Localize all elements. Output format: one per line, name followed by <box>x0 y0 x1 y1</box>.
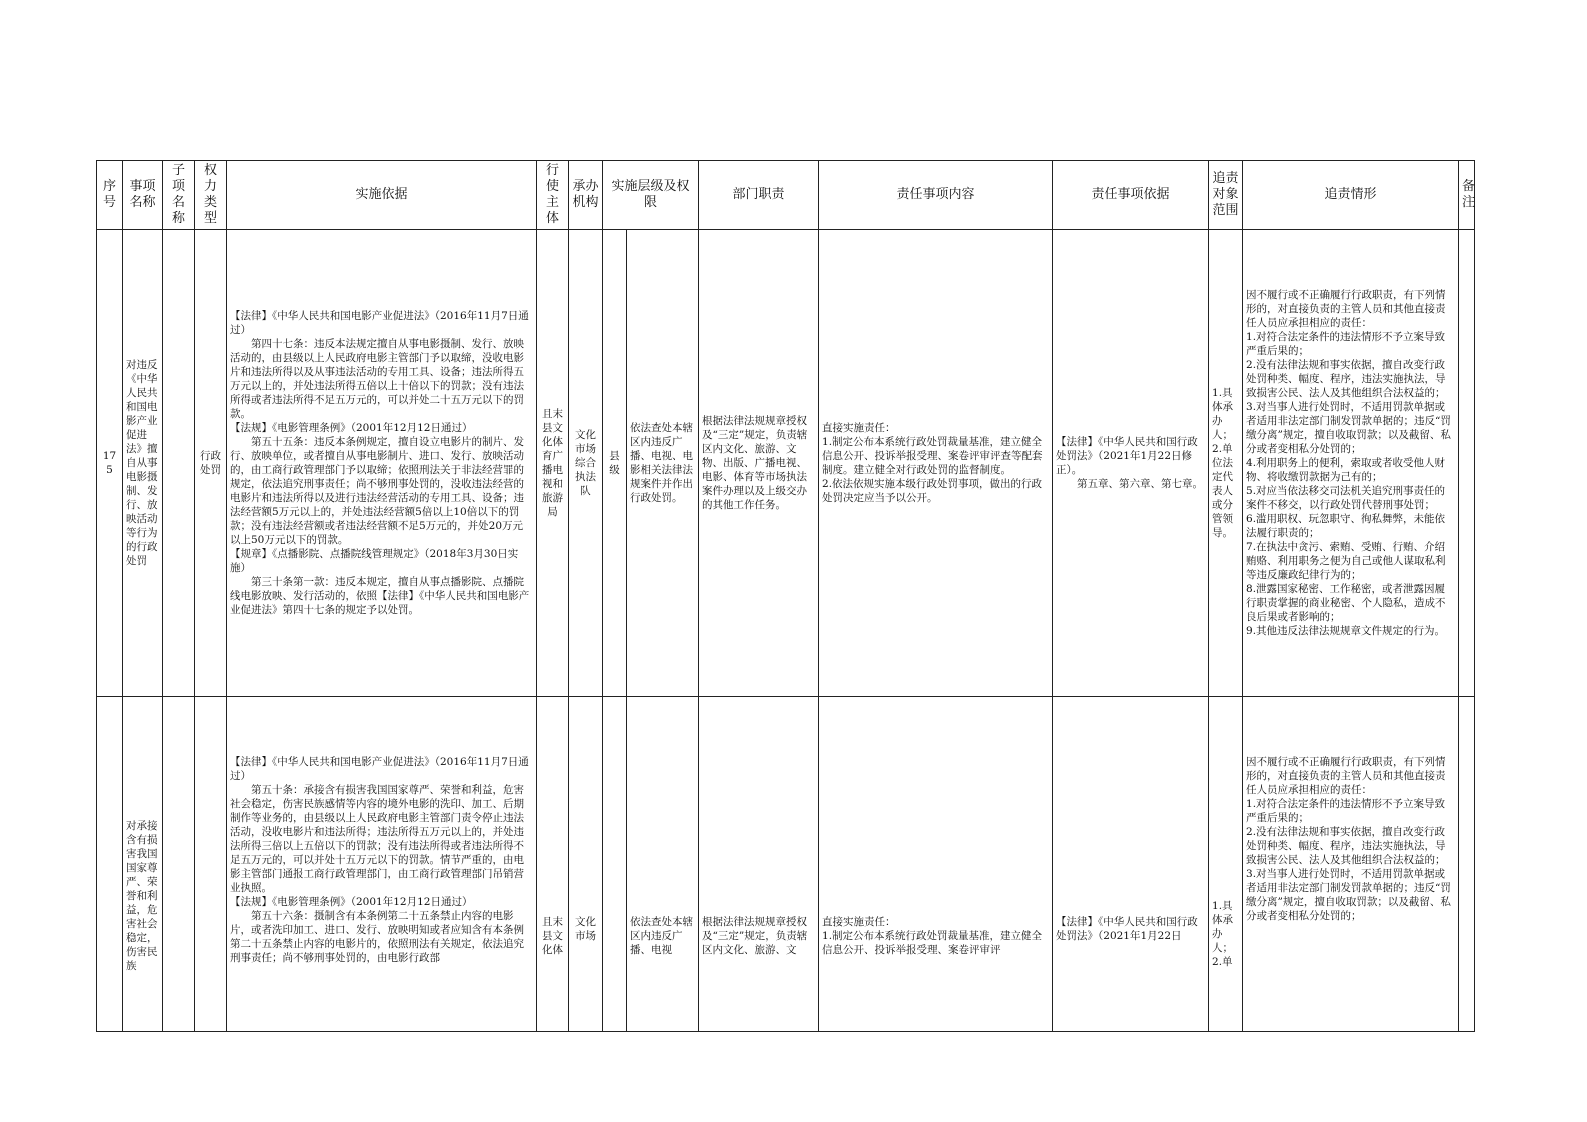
accountability-line: 1.对符合法定条件的违法情形不予立案导致严重后果的； <box>1246 331 1446 357</box>
cell-scope: 1.具体承办人；2.单位法定代表人或分管领导。 <box>1209 230 1243 697</box>
basis-line: 【规章】《点播影院、点播院线管理规定》（2018年3月30日实施） <box>230 548 519 574</box>
cell-basis <box>227 697 537 1032</box>
resp-line: 直接实施责任： <box>822 916 896 928</box>
basis-line: 【法规】《电影管理条例》（2001年12月12日通过） <box>230 896 473 908</box>
header-resp-basis: 责任事项依据 <box>1053 161 1209 230</box>
cell-org <box>569 697 603 1032</box>
cell-type: 行政处罚 <box>195 230 227 697</box>
header-resp: 责任事项内容 <box>819 161 1053 230</box>
cell-subject: 且末县文化体育广播电视和旅游局 <box>537 230 569 697</box>
accountability-line: 6.滥用职权、玩忽职守、徇私舞弊，未能依法履行职责的； <box>1246 513 1446 539</box>
table-row <box>97 230 1475 697</box>
accountability-line: 5.对应当依法移交司法机关追究刑事责任的案件不移交，以行政处罚代替刑事处罚； <box>1246 485 1446 511</box>
cell-resp <box>819 697 1053 1032</box>
resp-line: 直接实施责任： <box>822 422 896 434</box>
cell-org: 文化市场综合执法队 <box>569 230 603 697</box>
accountability-line: 因不履行或不正确履行行政职责，有下列情形的，对直接负责的主管人员和其他直接责任人员应承担相应的责任： <box>1246 756 1446 796</box>
cell-duty <box>699 697 819 1032</box>
cell-subject-text: 且末县文化体 <box>542 916 563 956</box>
cell-note <box>1459 230 1475 697</box>
accountability-line: 2.没有法律法规和事实依据，擅自改变行政处罚种类、幅度、程序，违法实施执法，导致损害公民、法人及其他组织合法权益的； <box>1246 359 1446 399</box>
accountability-line: 4.利用职务上的便利，索取或者收受他人财物、将收缴罚款据为己有的； <box>1246 457 1446 483</box>
basis-line: 【法律】《中华人民共和国电影产业促进法》（2016年11月7日通过） <box>230 756 529 782</box>
cell-accountability <box>1243 230 1459 697</box>
accountability-line: 2.没有法律法规和事实依据，擅自改变行政处罚种类、幅度、程序，违法实施执法，导致损害公民、法人及其他组织合法权益的； <box>1246 826 1446 866</box>
header-type: 权力类型 <box>195 161 227 230</box>
basis-line: 第五十条：承接含有损害我国国家尊严、荣誉和利益，危害社会稳定，伤害民族感情等内容的境外电影的洗印、加工、后期制作等业务的，由县级以上人民政府电影主管部门责令停止违法活动，没收电影片和违法所得；违法所得五万元以上的，并处违法所得三倍以上五倍以下的罚款；没有违法所得或者违法所得不足五万元的，可以并处十五万元以下的罚款。情节严重的，由电影主管部门通报工商行政管理部门，由工商行政管理部门吊销营业执照。 <box>230 784 524 894</box>
accountability-line: 1.对符合法定条件的违法情形不予立案导致严重后果的； <box>1246 798 1446 824</box>
basis-line: 【法规】《电影管理条例》（2001年12月12日通过） <box>230 422 473 434</box>
cell-name: 对违反《中华人民共和国电影产业促进法》擅自从事电影摄制、发行、放映活动等行为的行政处罚 <box>123 230 163 697</box>
basis-line: 【法律】《中华人民共和国电影产业促进法》（2016年11月7日通过） <box>230 310 529 336</box>
cell-basis <box>227 230 537 697</box>
accountability-line: 8.泄露国家秘密、工作秘密，或者泄露因履行职责掌握的商业秘密、个人隐私，造成不良后果或者影响的； <box>1246 583 1446 623</box>
cell-duty: 根据法律法规规章授权及“三定”规定，负责辖区内文化、旅游、文物、出版、广播电视、电影、体育等市场执法案件办理以及上级交办的其他工作任务。 <box>699 230 819 697</box>
header-name: 事项名称 <box>123 161 163 230</box>
header-sub: 子项名称 <box>163 161 195 230</box>
resp-basis-line: 第五章、第六章、第七章。 <box>1077 478 1204 490</box>
header-level: 实施层级及权限 <box>603 161 699 230</box>
resp-line: 1.制定公布本系统行政处罚裁量基准，建立健全信息公开、投诉举报受理、案卷评审评查等配套制度。建立健全对行政处罚的监督制度。 <box>822 436 1043 476</box>
cell-scope-text: 1.具体承办人；2.单 <box>1212 900 1234 968</box>
cell-name <box>123 697 163 1032</box>
cell-note <box>1459 697 1475 1032</box>
header-seq: 序号 <box>97 161 123 230</box>
cell-org-text: 文化市场 <box>575 916 596 942</box>
resp-line: 1.制定公布本系统行政处罚裁量基准，建立健全信息公开、投诉举报受理、案卷评审评 <box>822 930 1043 956</box>
cell-duty-text: 根据法律法规规章授权及“三定”规定，负责辖区内文化、旅游、文 <box>702 916 808 956</box>
table-row <box>97 697 1475 1032</box>
accountability-line: 7.在执法中贪污、索贿、受贿、行贿、介绍贿赂、利用职务之便为自己或他人谋取私利等违反廉政纪律行为的； <box>1246 541 1446 581</box>
accountability-line: 9.其他违反法律法规规章文件规定的行为。 <box>1246 625 1446 637</box>
basis-line: 第五十六条：摄制含有本条例第二十五条禁止内容的电影片，或者洗印加工、进口、发行、放映明知或者应知含有本条例第二十五条禁止内容的电影片的，依照刑法有关规定，依法追究刑事责任；尚不够刑事处罚的，由电影行政部 <box>230 910 524 964</box>
cell-subject <box>537 697 569 1032</box>
basis-line: 第三十条第一款：违反本规定，擅自从事点播影院、点播院线电影放映、发行活动的，依照【法律】《中华人民共和国电影产业促进法》第四十七条的规定予以处罚。 <box>230 576 530 616</box>
header-org: 承办机构 <box>569 161 603 230</box>
cell-resp-basis <box>1053 230 1209 697</box>
header-subject: 行使主体 <box>537 161 569 230</box>
cell-name-text: 对承接含有损害我国国家尊严、荣誉和利益，危害社会稳定，伤害民族 <box>126 820 158 972</box>
header-accountability: 追责情形 <box>1243 161 1459 230</box>
cell-scope <box>1209 697 1243 1032</box>
header-note: 备注 <box>1459 161 1475 230</box>
document-sheet <box>96 160 1476 972</box>
cell-authority-text: 依法查处本辖区内违反广播、电视 <box>630 916 693 956</box>
header-scope: 追责对象范围 <box>1209 161 1243 230</box>
basis-line: 第五十五条：违反本条例规定，擅自设立电影片的制片、发行、放映单位，或者擅自从事电影制片、进口、发行、放映活动的，由工商行政管理部门予以取缔；依照刑法关于非法经营罪的规定，依法追究刑事责任；尚不够刑事处罚的，没收违法经营的电影片和违法所得以及进行违法经营活动的专用工具、设备；违法经营额5万元以上的，并处违法经营额5倍以上10倍以下的罚款；没有违法经营额或者违法经营额不足5万元的，并处20万元以上50万元以下的罚款。 <box>230 436 524 546</box>
cell-resp <box>819 230 1053 697</box>
header-row <box>97 161 1475 230</box>
cell-sub <box>163 697 195 1032</box>
accountability-line: 3.对当事人进行处罚时，不适用罚款单据或者适用非法定部门制发罚款单据的；违反“罚缴分离”规定，擅自收取罚款；以及截留、私分或者变相私分处罚的； <box>1246 868 1451 922</box>
cell-seq <box>97 697 123 1032</box>
power-list-table <box>96 160 1475 1032</box>
resp-basis-line: 【法律】《中华人民共和国行政处罚法》（2021年1月22日 <box>1056 916 1198 942</box>
cell-authority: 依法查处本辖区内违反广播、电视、电影相关法律法规案件并作出行政处罚。 <box>627 230 699 697</box>
cell-seq: 175 <box>97 230 123 697</box>
header-duty: 部门职责 <box>699 161 819 230</box>
cell-level: 县级 <box>603 230 627 697</box>
cell-resp-basis <box>1053 697 1209 1032</box>
basis-line: 第四十七条：违反本法规定擅自从事电影摄制、发行、放映活动的，由县级以上人民政府电影主管部门予以取缔，没收电影片和违法所得以及从事违法活动的专用工具、设备；违法所得五万元以上的，并处违法所得五倍以上十倍以下的罚款；没有违法所得或者违法所得不足五万元的，可以并处二十五万元以下的罚款。 <box>230 338 524 420</box>
cell-level <box>603 697 627 1032</box>
cell-sub <box>163 230 195 697</box>
accountability-line: 3.对当事人进行处罚时，不适用罚款单据或者适用非法定部门制发罚款单据的；违反“罚缴分离”规定，擅自收取罚款；以及截留、私分或者变相私分处罚的； <box>1246 401 1451 455</box>
cell-authority <box>627 697 699 1032</box>
resp-line: 2.依法依规实施本级行政处罚事项，做出的行政处罚决定应当予以公开。 <box>822 478 1043 504</box>
header-basis: 实施依据 <box>227 161 537 230</box>
accountability-line: 因不履行或不正确履行行政职责，有下列情形的，对直接负责的主管人员和其他直接责任人员应承担相应的责任： <box>1246 289 1446 329</box>
cell-type <box>195 697 227 1032</box>
cell-accountability <box>1243 697 1459 1032</box>
resp-basis-line: 【法律】《中华人民共和国行政处罚法》（2021年1月22日修正）。 <box>1056 436 1198 476</box>
